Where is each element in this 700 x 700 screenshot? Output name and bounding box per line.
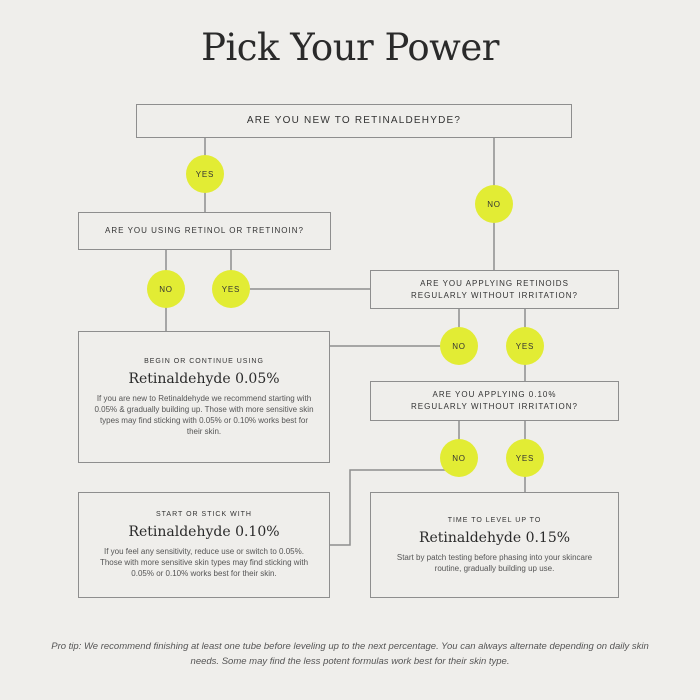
answer-yes-q2: YES xyxy=(212,270,250,308)
question-text: ARE YOU USING RETINOL OR TRETINOIN? xyxy=(105,226,304,235)
answer-no-q2: NO xyxy=(147,270,185,308)
question-text-line2: REGULARLY WITHOUT IRRITATION? xyxy=(411,402,578,411)
result-kicker: BEGIN OR CONTINUE USING xyxy=(144,357,264,365)
result-product: Retinaldehyde 0.10% xyxy=(128,524,280,540)
question-text-line1: ARE YOU APPLYING RETINOIDS xyxy=(420,278,569,288)
pro-tip xyxy=(40,639,660,669)
result-kicker: START OR STICK WITH xyxy=(155,511,252,518)
result-product: Retinaldehyde 0.05% xyxy=(128,370,280,387)
result-product: Retinaldehyde 0.15% xyxy=(418,529,571,546)
result-retinaldehyde-005 xyxy=(78,331,330,463)
result-kicker: TIME TO LEVEL UP TO xyxy=(447,516,542,524)
answer-no-q4: NO xyxy=(440,439,478,477)
answer-yes-q4: YES xyxy=(506,439,544,477)
question-using-retinol xyxy=(78,212,331,250)
question-new-to-retinaldehyde xyxy=(136,104,572,138)
result-retinaldehyde-010 xyxy=(78,492,330,598)
answer-no-q3: NO xyxy=(440,327,478,365)
pro-tip-lead: Pro tip: xyxy=(51,641,82,652)
question-text-line1: ARE YOU APPLYING 0.10% xyxy=(432,390,557,399)
question-text-line2: REGULARLY WITHOUT IRRITATION? xyxy=(411,290,578,300)
result-description: If you feel any sensitivity, reduce use or switch to 0.05%. Those with more sensitive skin types may find sticking with 0.05% or 0.10% works best for their skin. xyxy=(99,547,309,578)
answer-no-q1: NO xyxy=(475,185,513,223)
question-applying-010 xyxy=(370,381,619,421)
question-applying-retinoids xyxy=(370,270,619,309)
question-text: ARE YOU NEW TO RETINALDEHYDE? xyxy=(246,115,462,126)
result-description: Start by patch testing before phasing into your skincare routine, gradually building up use. xyxy=(396,552,593,573)
pro-tip-text: We recommend finishing at least one tube before leveling up to the next percentage. You can always alternate depending on daily skin needs. Some may find the less potent formulas work best for their skin type. xyxy=(81,641,649,667)
result-description: If you are new to Retinaldehyde we recommend starting with 0.05% & gradually building up. Those with more sensitive skin types may find sticking with 0.05% or 0.10% works best for their skin. xyxy=(94,393,314,436)
answer-yes-q1: YES xyxy=(186,155,224,193)
page-title: Pick Your Power xyxy=(201,26,499,69)
answer-yes-q3: YES xyxy=(506,327,544,365)
connector-q2-yes xyxy=(231,250,370,289)
result-retinaldehyde-015 xyxy=(370,492,619,598)
